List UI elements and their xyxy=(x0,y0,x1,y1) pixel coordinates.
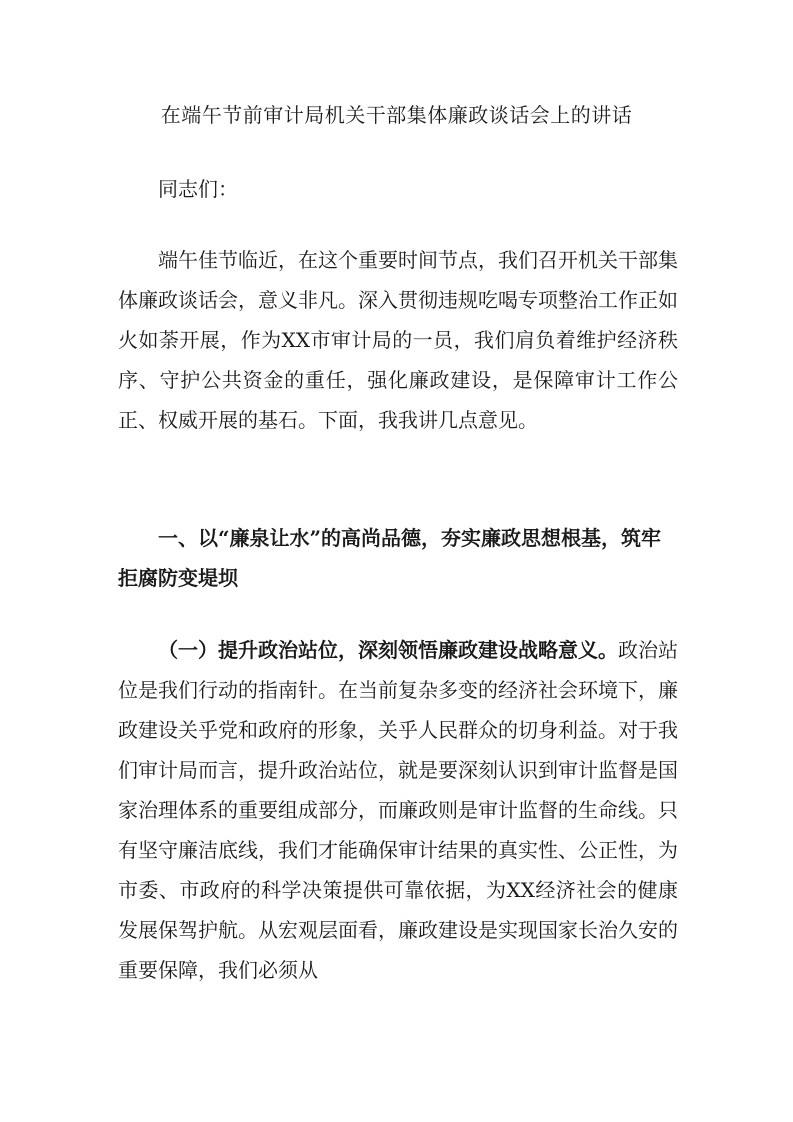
salutation: 同志们： xyxy=(158,177,238,201)
subsection-lead: （一）提升政治站位，深刻领悟廉政建设战略意义。 xyxy=(158,638,618,662)
intro-paragraph: 端午佳节临近，在这个重要时间节点，我们召开机关干部集体廉政谈话会，意义非凡。深入贯彻违规吃喝专项整治工作正如火如荼开展，作为XX市审计局的一员，我们肩负着维护经济秩序、守护公共资金的重任，强化廉政建设，是保障审计工作公正、权威开展的基石。下面，我我讲几点意见。 xyxy=(118,248,678,432)
section-heading-1: 一、以“廉泉让水”的高尚品德，夯实廉政思想根基，筑牢拒腐防变堤坝 xyxy=(118,526,662,590)
document-title: 在端午节前审计局机关干部集体廉政谈话会上的讲话 xyxy=(160,103,633,127)
subsection-body: 政治站位是我们行动的指南针。在当前复杂多变的经济社会环境下，廉政建设关乎党和政府的形象，关乎人民群众的切身利益。对于我们审计局而言，提升政治站位，就是要深刻认识到审计监督是国家治理体系的重要组成部分，而廉政则是审计监督的生命线。只有坚守廉洁底线，我们才能确保审计结果的真实性、公正性，为市委、市政府的科学决策提供可靠依据，为XX经济社会的健康发展保驾护航。从宏观层面看，廉政建设是实现国家长治久安的重要保障，我们必须从 xyxy=(118,638,678,982)
subsection-paragraph-1 xyxy=(118,630,678,990)
